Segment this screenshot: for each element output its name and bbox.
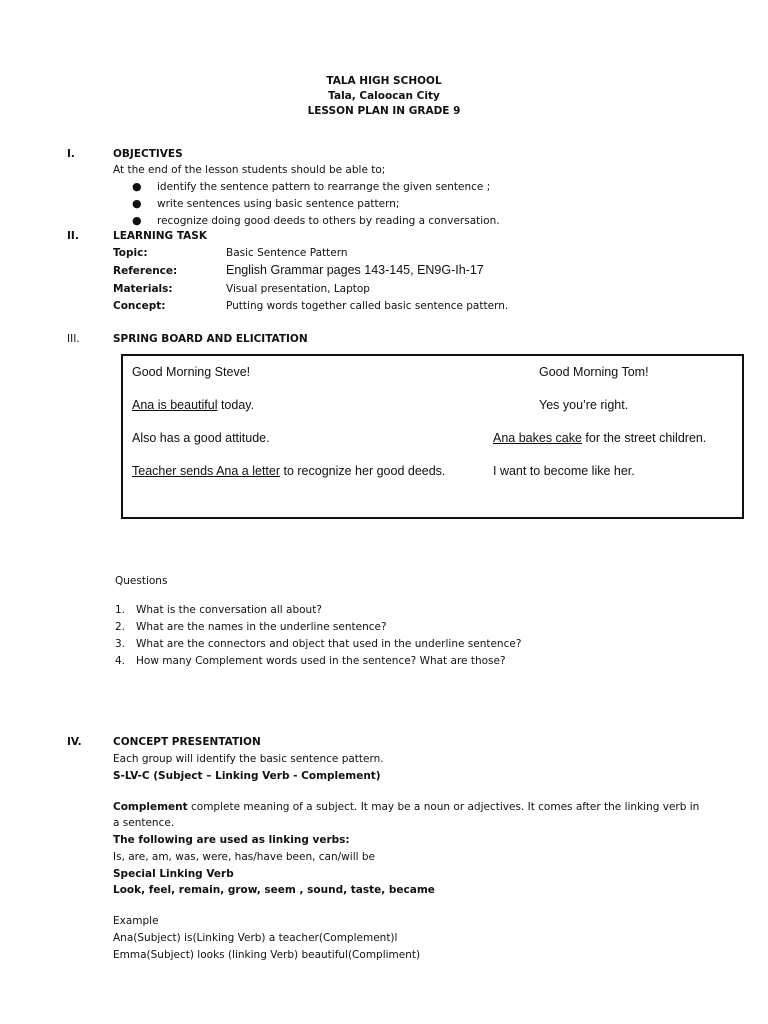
dialog-text: to recognize her good deeds. <box>280 464 446 478</box>
dialog-text: I want to become like her. <box>493 464 635 478</box>
special-linking-list: Look, feel, remain, grow, seem , sound, taste, became <box>113 884 435 896</box>
concept-heading: CONCEPT PRESENTATION <box>113 736 261 748</box>
concept-label: Concept: <box>113 300 166 312</box>
dialog-line-left <box>132 364 250 381</box>
complement-definition <box>113 799 699 816</box>
dialog-line-right <box>539 364 649 381</box>
dialog-underlined: Ana bakes cake <box>493 431 582 445</box>
question-text: What is the conversation all about? <box>136 604 322 616</box>
question-number: 4. <box>115 655 126 667</box>
materials-label: Materials: <box>113 283 173 295</box>
complement-def-text: complete meaning of a subject. It may be a noun or adjectives. It comes after the linking verb in <box>187 801 700 813</box>
objectives-intro: At the end of the lesson students should be able to; <box>113 164 386 176</box>
linking-verbs-list: Is, are, am, was, were, has/have been, can/will be <box>113 851 375 863</box>
learning-task-heading: LEARNING TASK <box>113 230 208 242</box>
question-text: What are the names in the underline sentence? <box>136 621 387 633</box>
objective-item: identify the sentence pattern to rearrange the given sentence ; <box>157 181 491 193</box>
special-linking-heading: Special Linking Verb <box>113 868 234 880</box>
question-text: How many Complement words used in the sentence? What are those? <box>136 655 506 667</box>
reference-value: English Grammar pages 143-145, EN9G-Ih-17 <box>226 263 484 277</box>
dialog-text: Also has a good attitude. <box>132 431 270 445</box>
dialog-text: Yes you’re right. <box>539 398 629 412</box>
dialog-text: Good Morning Steve! <box>132 365 251 379</box>
dialog-underlined: Ana is beautiful <box>132 398 218 412</box>
bullet-icon: ● <box>132 197 142 210</box>
spring-board-heading: SPRING BOARD AND ELICITATION <box>113 333 308 345</box>
plan-title: LESSON PLAN IN GRADE 9 <box>307 105 461 117</box>
objective-item: write sentences using basic sentence pattern; <box>157 198 400 210</box>
reference-label: Reference: <box>113 265 178 277</box>
bullet-icon: ● <box>132 214 142 227</box>
example-sentence: Emma(Subject) looks (linking Verb) beautiful(Compliment) <box>113 949 421 961</box>
concept-intro: Each group will identify the basic sentence pattern. <box>113 753 384 765</box>
dialog-text: Good Morning Tom! <box>539 365 649 379</box>
question-number: 1. <box>115 604 126 616</box>
complement-def-cont: a sentence. <box>113 817 175 829</box>
complement-term: Complement <box>113 801 188 813</box>
dialog-line-left <box>132 397 254 414</box>
topic-label: Topic: <box>113 247 148 259</box>
dialog-text: for the street children. <box>581 431 707 445</box>
example-sentence: Ana(Subject) is(Linking Verb) a teacher(Complement)l <box>113 932 398 944</box>
sentence-pattern: S-LV-C (Subject – Linking Verb - Complement) <box>113 770 381 782</box>
linking-verbs-heading: The following are used as linking verbs: <box>113 834 350 846</box>
question-text: What are the connectors and object that used in the underline sentence? <box>136 638 522 650</box>
dialog-line-right <box>539 397 628 414</box>
objectives-numeral: I. <box>67 148 75 160</box>
objectives-heading: OBJECTIVES <box>113 148 183 160</box>
school-name: TALA HIGH SCHOOL <box>326 75 442 87</box>
question-number: 2. <box>115 621 126 633</box>
dialog-line-right <box>493 430 706 447</box>
dialog-underlined: Teacher sends Ana a letter <box>132 464 281 478</box>
dialog-line-left <box>132 463 445 480</box>
spring-board-numeral: III. <box>67 333 80 345</box>
questions-title: Questions <box>115 575 168 587</box>
dialog-line-left <box>132 430 270 447</box>
dialog-line-right <box>493 463 635 480</box>
objective-item: recognize doing good deeds to others by reading a conversation. <box>157 215 500 227</box>
materials-value: Visual presentation, Laptop <box>226 283 370 295</box>
question-number: 3. <box>115 638 126 650</box>
learning-task-numeral: II. <box>67 230 79 242</box>
concept-numeral: IV. <box>67 736 82 748</box>
dialog-text: today. <box>217 398 255 412</box>
school-location: Tala, Caloocan City <box>328 90 440 102</box>
bullet-icon: ● <box>132 180 142 193</box>
example-label: Example <box>113 915 159 927</box>
topic-value: Basic Sentence Pattern <box>226 247 348 259</box>
concept-value: Putting words together called basic sentence pattern. <box>226 300 509 312</box>
